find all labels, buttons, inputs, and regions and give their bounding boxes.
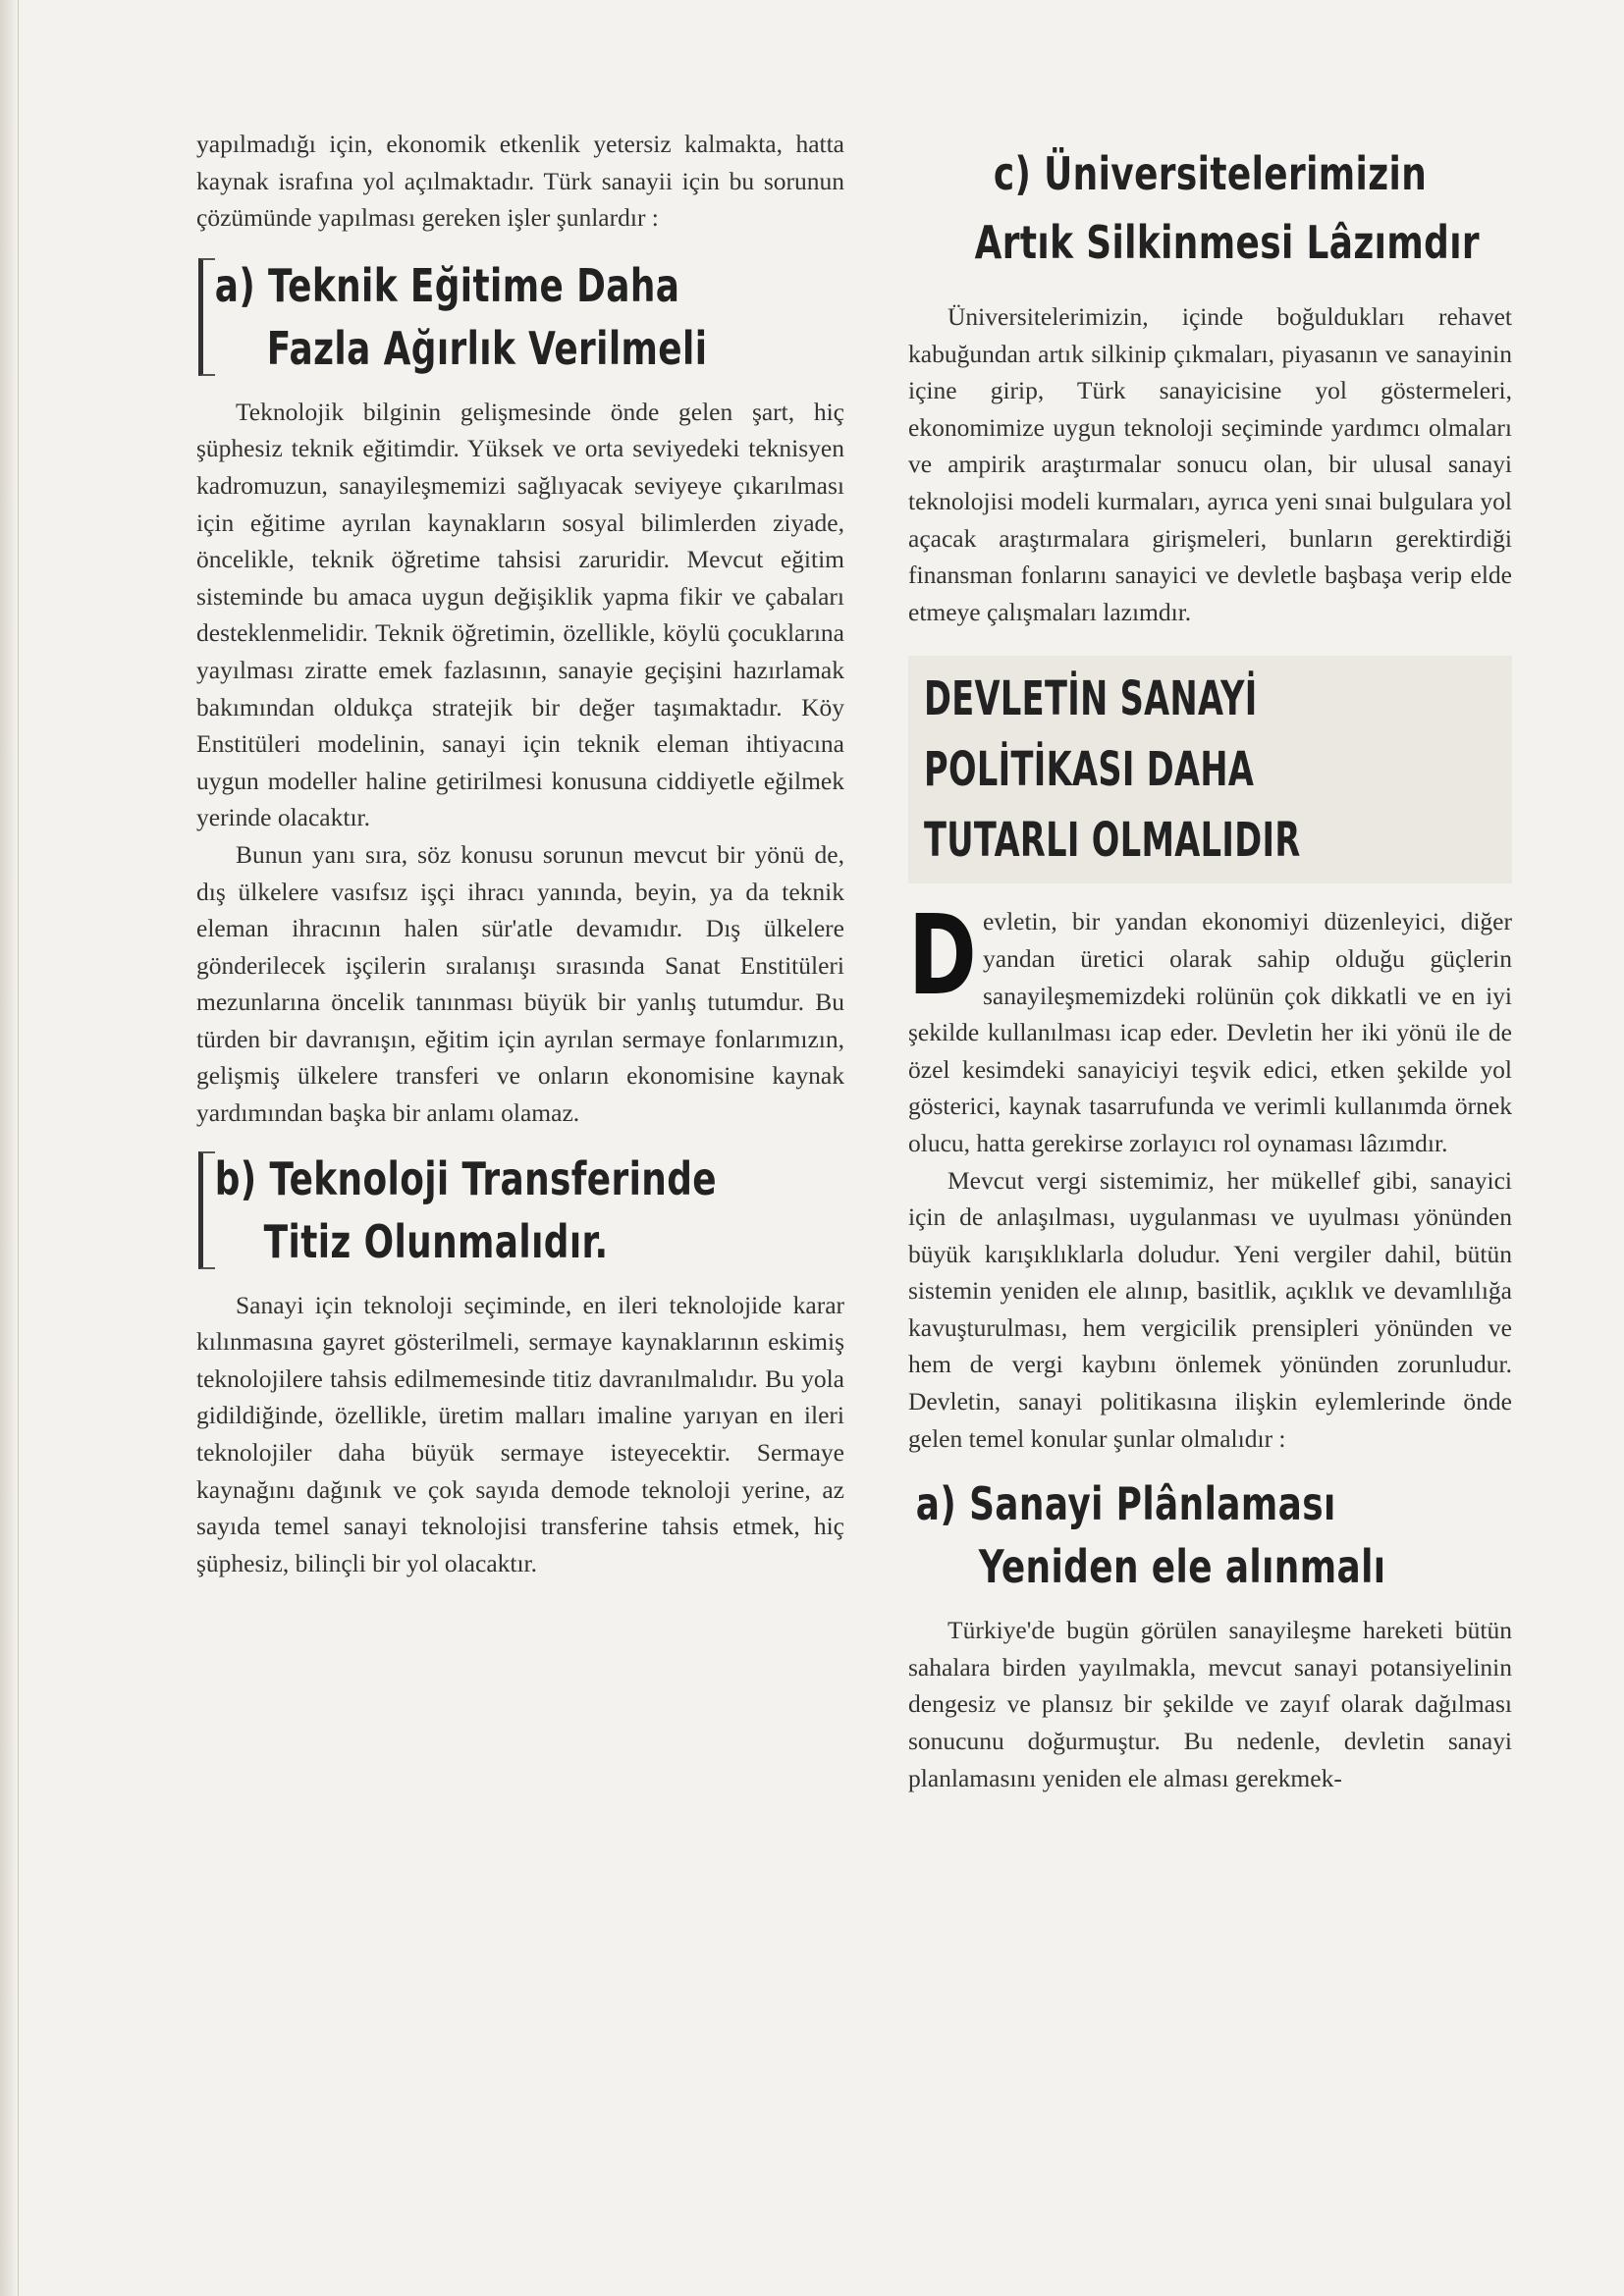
main-heading-line2: POLİTİKASI DAHA	[924, 742, 1255, 798]
section-c-title-line2: Artık Silkinmesi Lâzımdır	[974, 216, 1480, 269]
intro-paragraph: yapılmadığı için, ekonomik etkenlik yetersiz kalmakta, hatta kaynak israfına yol açılmaktadır. Türk sanayii için bu sorunun çözümünde yapılması gereken işler şunlardır :	[196, 130, 844, 233]
section-a-title-line1: a) Teknik Eğitime Daha	[214, 258, 680, 312]
section-a-paragraph1: Teknolojik bilginin gelişmesinde önde gelen şart, hiç şüphesiz teknik eğitimdir. Yüksek ve orta seviyedeki teknisyen kadromuzun, sanayileşmemizi sağlıyacak seviyeye çıkarılması için eğitime ayrılan kaynakların sosyal bilimlerden ziyade, öncelikle, teknik öğretime tahsisi zaruridir. Mevcut eğitim sisteminde bu amaca uygun değişiklik yapma fikir ve çabaları desteklenmelidir. Teknik öğretimin, özellikle, köylü çocuklarına yayılması ziratte emek fazlasının, sanayie geçişini hazırlamak bakımından oldukça stratejik bir değer taşımaktadır. Köy Enstitüleri modelinin, sanayi için teknik eleman ihtiyacına uygun modeller haline getirilmesi konusuna ciddiyetle eğilmek yerinde olacaktır.	[196, 397, 844, 832]
dropcap-paragraph-block	[908, 892, 1512, 1161]
main-heading-line1: DEVLETİN SANAYİ	[924, 671, 1258, 727]
section-a2-title-line2: Yeniden ele alınmalı	[978, 1540, 1386, 1594]
section-a2-heading	[908, 1472, 1512, 1598]
section-c-paragraph1: Üniversitelerimizin, içinde boğuldukları rehavet kabuğundan artık silkinip çıkmaları, piyasanın ve sanayinin içine girip, Türk sanayicisine yol göstermeleri, ekonomimize uygun teknoloji seçiminde yardımcı olmaları ve ampirik araştırmalar sonucu olan, bir ulusal sanayi teknolojisi modeli kurmaları, ayrıca yeni sınai bulgulara yol açacak araştırmalara girişmeleri, bunların gerektirdiği finansman fonlarını sanayici ve devletle başbaşa verip elde etmeye çalışmaları lazımdır.	[908, 302, 1512, 626]
section-c-title-line1: c) Üniversitelerimizin	[993, 147, 1428, 200]
right-column	[908, 126, 1512, 1796]
section-c-heading	[908, 139, 1512, 277]
left-column	[196, 126, 844, 1581]
page-binding-edge	[0, 0, 19, 2296]
main-heading-box	[908, 656, 1512, 883]
section-a-title-line2: Fazla Ağırlık Verilmeli	[266, 321, 708, 375]
section-b-title-line1: b) Teknoloji Transferinde	[214, 1151, 718, 1205]
section-b-title-line2: Titiz Olunmalıdır.	[263, 1214, 609, 1268]
section-a2-title-line1: a) Sanayi Plânlaması	[915, 1477, 1336, 1531]
section-b-heading	[196, 1148, 844, 1273]
section-a2-paragraph1: Türkiye'de bugün görülen sanayileşme hareketi bütün sahalara birden yayılmakla, mevcut sanayi potansiyelinin dengesiz ve plansız bir şekilde ve zayıf olarak dağılması sonucunu doğurmuştur. Bu nedenle, devletin sanayi planlamasını yeniden ele alması gerekmek-	[908, 1616, 1512, 1792]
drop-cap: D	[908, 892, 977, 1021]
right-paragraph2: Mevcut vergi sistemimiz, her mükellef gibi, sanayici için de anlaşılması, uygulanması ve uyulması yönünden büyük karışıklıklarla doludur. Yeni vergiler dahil, bütün sistemin yeniden ele alınıp, basitlik, açıklık ve devamlılığa kavuşturulması, hem vergicilik prensipleri yönünden ve hem de vergi kaybını önlemek yönünden zorunludur. Devletin, sanayi politikasına ilişkin eylemlerinde önde gelen temel konular şunlar olmalıdır :	[908, 1165, 1512, 1453]
main-heading-line3: TUTARLI OLMALIDIR	[924, 813, 1301, 869]
section-a-paragraph2: Bunun yanı sıra, söz konusu sorunun mevcut bir yönü de, dış ülkelere vasıfsız işçi ihracı yanında, beyin, ya da teknik eleman ihracının halen sür'atle devamıdır. Dış ülkelere gönderilecek işçilerin sıralanışı sırasında Sanat Enstitüleri mezunlarına öncelik tanınması büyük bir yanlış tutumdur. Bu türden bir davranışın, eğitim için ayrılan sermaye fonlarımızın, gelişmiş ülkelere transferi ve onların ekonomisine kaynak yardımından başka bir anlamı olamaz.	[196, 839, 844, 1128]
section-b-paragraph1: Sanayi için teknoloji seçiminde, en ileri teknolojide karar kılınmasına gayret gösterilmeli, sermaye kaynaklarının eskimiş teknolojilere tahsis edilmemesinde titiz davranılmalıdır. Bu yola gidildiğinde, özellikle, üretim malları imaline yarıyan en ileri teknolojiler daha büyük sermaye isteyecektir. Sermaye kaynağını dağınık ve çok sayıda demode teknoloji yerine, az sayıda temel sanayi teknolojisi transferine tahsis etmek, hiç şüphesiz, bilinçli bir yol olacaktır.	[196, 1290, 844, 1577]
dropcap-paragraph: evletin, bir yandan ekonomiyi düzenleyici, diğer yandan üretici olarak sahip olduğu güçlerin sanayileşmemizdeki rolünün çok dikkatli ve en iyi şekilde kullanılması icap eder. Devletin her iki yönü ile de özel kesimdeki sanayiciyi teşvik edici, etken şekilde yol gösterici, kaynak tasarrufunda ve verimli kullanımda örnek olucu, hatta gerekirse zorlayıcı rol oynaması lâzımdır.	[908, 907, 1512, 1157]
section-a-heading	[196, 254, 844, 380]
